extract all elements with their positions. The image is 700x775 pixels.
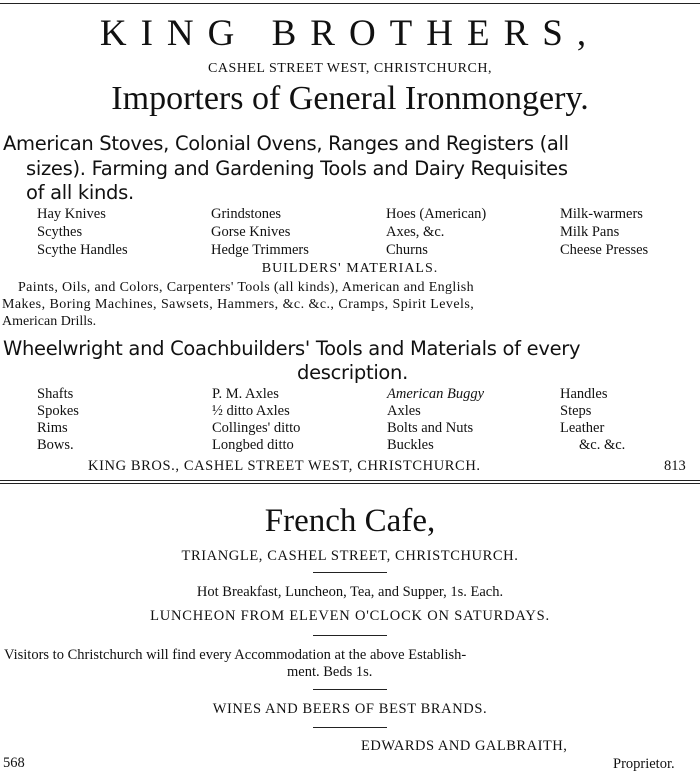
builders-heading: BUILDERS' MATERIALS. xyxy=(261,261,439,276)
table2-cell: Bows. xyxy=(37,437,74,453)
cafe-meals: Hot Breakfast, Luncheon, Tea, and Supper, 1s. Each. xyxy=(196,584,504,600)
intro-line-1: American Stoves, Colonial Ovens, Ranges and Registers (all xyxy=(3,132,569,155)
page-number: 568 xyxy=(3,755,25,771)
table1-cell: Hoes (American) xyxy=(386,206,487,222)
table1-cell: Grindstones xyxy=(211,206,282,222)
separator-rule xyxy=(0,480,700,481)
table1-cell: Milk Pans xyxy=(560,224,620,240)
cafe-title: French Cafe, xyxy=(264,503,436,539)
cafe-address: TRIANGLE, CASHEL STREET, CHRISTCHURCH. xyxy=(181,548,519,564)
short-rule xyxy=(313,727,387,728)
separator-rule xyxy=(0,483,700,484)
table2-cell: Buckles xyxy=(387,437,434,453)
builders-line-2: Makes, Boring Machines, Sawsets, Hammers, &c. &c., Cramps, Spirit Levels, xyxy=(2,297,475,312)
top-rule xyxy=(0,3,700,4)
table1-cell: Hay Knives xyxy=(37,206,106,222)
king-title: KING BROTHERS, xyxy=(99,13,601,54)
table1-cell: Hedge Trimmers xyxy=(211,242,309,258)
intro-line-2: sizes). Farming and Gardening Tools and Dairy Requisites xyxy=(26,157,568,180)
short-rule xyxy=(313,635,387,636)
proprietor-label: Proprietor. xyxy=(613,756,675,772)
table2-cell: ½ ditto Axles xyxy=(212,403,290,419)
table2-cell: P. M. Axles xyxy=(212,386,279,402)
table1-cell: Scythes xyxy=(37,224,83,240)
king-footer: KING BROS., CASHEL STREET WEST, CHRISTCHURCH. xyxy=(88,458,481,474)
short-rule xyxy=(313,572,387,573)
wheel-line-1: Wheelwright and Coachbuilders' Tools and Materials of every xyxy=(3,337,581,360)
king-headline: Importers of General Ironmongery. xyxy=(111,80,589,117)
table2-cell: Axles xyxy=(387,403,421,419)
table1-cell: Cheese Presses xyxy=(560,242,649,258)
cafe-wines: WINES AND BEERS OF BEST BRANDS. xyxy=(212,701,488,717)
visitors-line-1: Visitors to Christchurch will find every Accommodation at the above Establish- xyxy=(4,647,467,663)
builders-line-3: American Drills. xyxy=(2,314,97,329)
table2-cell: American Buggy xyxy=(387,386,485,402)
table2-cell: Rims xyxy=(37,420,68,436)
visitors-line-2: ment. Beds 1s. xyxy=(287,664,373,680)
king-address: CASHEL STREET WEST, CHRISTCHURCH, xyxy=(208,61,492,76)
table2-cell: &c. &c. xyxy=(579,437,626,453)
wheel-line-2: description. xyxy=(297,361,409,384)
table2-cell: Steps xyxy=(560,403,592,419)
table2-cell: Collinges' ditto xyxy=(212,420,301,436)
table1-cell: Axes, &c. xyxy=(386,224,445,240)
table2-cell: Leather xyxy=(560,420,605,436)
cafe-saturday: LUNCHEON FROM ELEVEN O'CLOCK ON SATURDAYS. xyxy=(150,608,550,624)
ad-number: 813 xyxy=(664,458,686,474)
table2-cell: Spokes xyxy=(37,403,79,419)
builders-line-1: Paints, Oils, and Colors, Carpenters' Tools (all kinds), American and English xyxy=(18,280,474,295)
table1-cell: Milk-warmers xyxy=(560,206,643,222)
table2-cell: Bolts and Nuts xyxy=(387,420,474,436)
table1-cell: Gorse Knives xyxy=(211,224,291,240)
table2-cell: Shafts xyxy=(37,386,74,402)
table2-cell: Handles xyxy=(560,386,608,402)
table2-cell: Longbed ditto xyxy=(212,437,294,453)
cafe-proprietors: EDWARDS AND GALBRAITH, xyxy=(361,738,568,754)
intro-line-3: of all kinds. xyxy=(26,181,134,204)
table1-cell: Scythe Handles xyxy=(37,242,128,258)
table1-cell: Churns xyxy=(386,242,428,258)
short-rule xyxy=(313,689,387,690)
